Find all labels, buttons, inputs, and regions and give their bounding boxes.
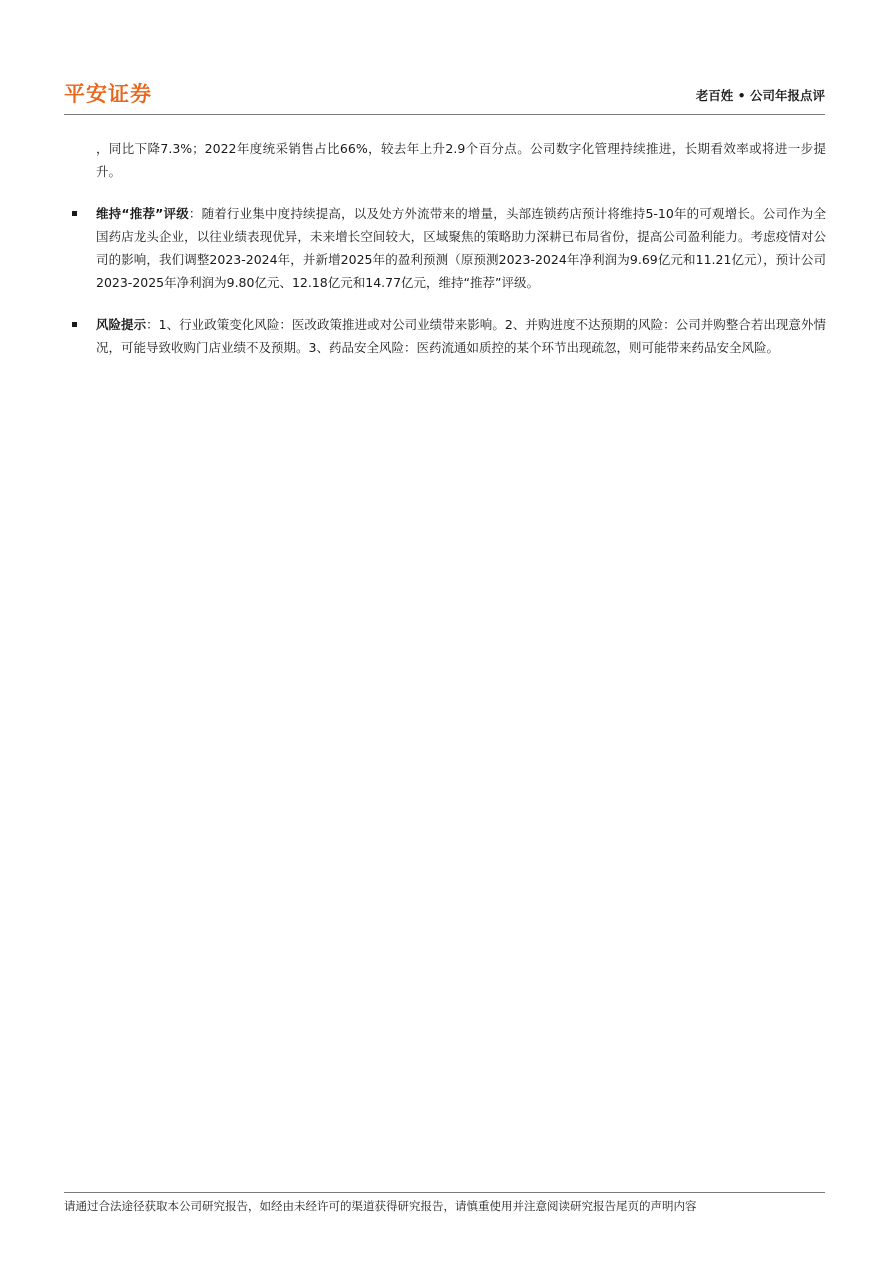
bullet-square-icon [72,322,77,327]
risk-heading: 风险提示 [96,317,147,332]
rating-paragraph [96,202,826,294]
rating-section [96,202,826,294]
rating-text: ：随着行业集中度持续提高，以及处方外流带来的增量，头部连锁药店预计将维持5-10年的可观增长。公司作为全国药店龙头企业，以往业绩表现优异，未来增长空间较大，区域聚焦的策略助力深耕已布局省份，提高公司盈利能力。考虑疫情对公司的影响，我们调整2023-2024年，并新增2025年的盈利预测（原预测2023-2024年净利润为9.69亿元和11.21亿元），预计公司2023-2025年净利润为9.80亿元、12.18亿元和14.77亿元，维持“推荐”评级。 [96,206,826,290]
brand-logo: 平安证券 [64,82,152,106]
report-title: 老百姓 • 公司年报点评 [695,88,825,103]
continued-paragraph: ，同比下降7.3%；2022年度统采销售占比66%，较去年上升2.9个百分点。公司数字化管理持续推进，长期看效率或将进一步提升。 [96,141,826,179]
risk-paragraph [96,313,826,359]
rating-heading: 维持“推荐”评级 [96,206,189,221]
risk-text: ：1、行业政策变化风险：医改政策推进或对公司业绩带来影响。2、并购进度不达预期的风险：公司并购整合若出现意外情况，可能导致收购门店业绩不及预期。3、药品安全风险：医药流通如质控的某个环节出现疏忽，则可能带来药品安全风险。 [96,317,826,355]
footer-disclaimer: 请通过合法途径获取本公司研究报告，如经由未经许可的渠道获得研究报告，请慎重使用并注意阅读研究报告尾页的声明内容 [64,1199,697,1213]
page-header [64,80,825,115]
page-footer [64,1192,825,1215]
risk-section [96,313,826,359]
report-body [96,137,826,359]
bullet-square-icon [72,211,77,216]
